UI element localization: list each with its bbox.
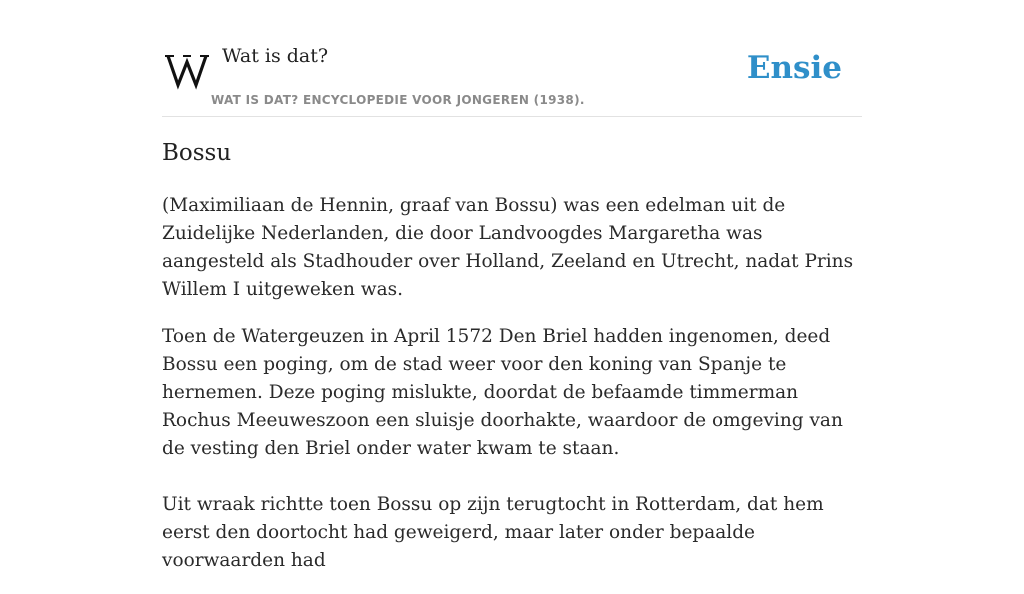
entry-paragraph: Uit wraak richtte toen Bossu op zijn terugtocht in Rotterdam, dat hem eerst den doortocht had geweigerd, maar later onder bepaalde voorwaarden had: [162, 494, 824, 571]
entry-title: Bossu: [162, 140, 232, 166]
entry-body: [162, 192, 862, 594]
brand-logo[interactable]: Ensie: [746, 50, 842, 86]
source-header: [162, 40, 862, 117]
wikipedia-w-icon[interactable]: [164, 50, 210, 90]
entry-paragraph: (Maximiliaan de Hennin, graaf van Bossu) was een edelman uit de Zuidelijke Nederlanden, die door Landvoogdes Margaretha was aangesteld als Stadhouder over Holland, Zeeland en Utrecht, nadat Prins Willem I uitgeweken was.: [162, 195, 854, 300]
source-subtitle: WAT IS DAT? ENCYCLOPEDIE VOOR JONGEREN (1938).: [211, 93, 585, 107]
source-name[interactable]: Wat is dat?: [222, 45, 329, 67]
entry-paragraph: Toen de Watergeuzen in April 1572 Den Briel hadden ingenomen, deed Bossu een poging, om de stad weer voor den koning van Spanje te hernemen. Deze poging mislukte, doordat de befaamde timmerman Rochus Meeuweszoon een sluisje doorhakte, waardoor de omgeving van de vesting den Briel onder water kwam te staan.: [162, 326, 843, 459]
